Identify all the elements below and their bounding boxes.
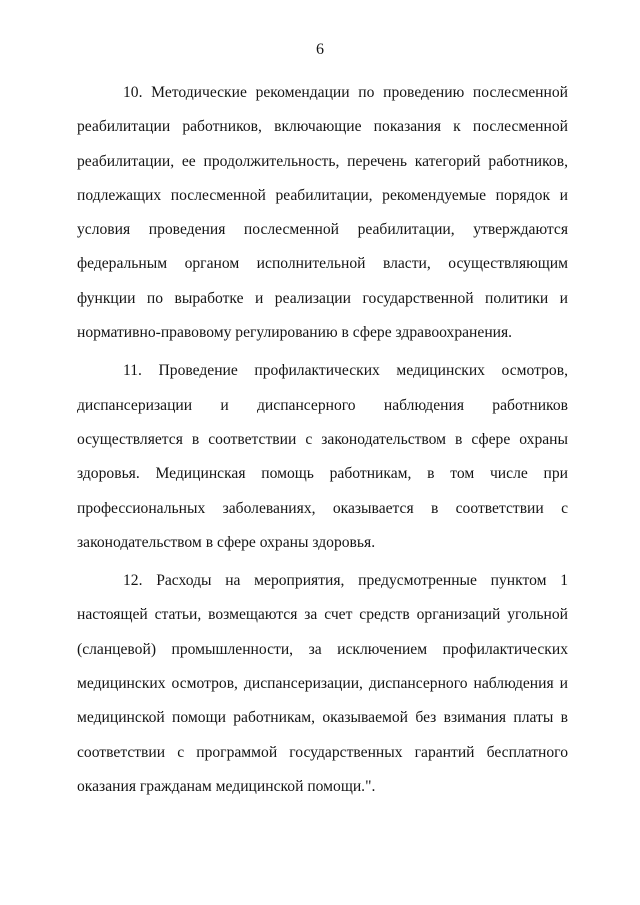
document-body xyxy=(77,76,568,808)
page-number: 6 xyxy=(316,41,324,58)
paragraph-10: 10. Методические рекомендации по проведению послесменной реабилитации работников, включающие показания к послесменной реабилитации, ее продолжительность, перечень категорий работников, подлежащих послесменной реабилитации, рекомендуемые порядок и условия проведения послесменной реабилитации, утверждаются федеральным органом исполнительной власти, осуществляющим функции по выработке и реализации государственной политики и нормативно-правовому регулированию в сфере здравоохранения. xyxy=(77,84,568,342)
paragraph-12: 12. Расходы на мероприятия, предусмотренные пунктом 1 настоящей статьи, возмещаются за счет средств организаций угольной (сланцевой) промышленности, за исключением профилактических медицинских осмотров, диспансеризации, диспансерного наблюдения и медицинской помощи работникам, оказываемой без взимания платы в соответствии с программой государственных гарантий бесплатного оказания гражданам медицинской помощи.". xyxy=(77,572,568,795)
paragraph-11: 11. Проведение профилактических медицинских осмотров, диспансеризации и диспансерного наблюдения работников осуществляется в соответствии с законодательством в сфере охраны здоровья. Медицинская помощь работникам, в том числе при профессиональных заболеваниях, оказывается в соответствии с законодательством в сфере охраны здоровья. xyxy=(77,362,568,551)
